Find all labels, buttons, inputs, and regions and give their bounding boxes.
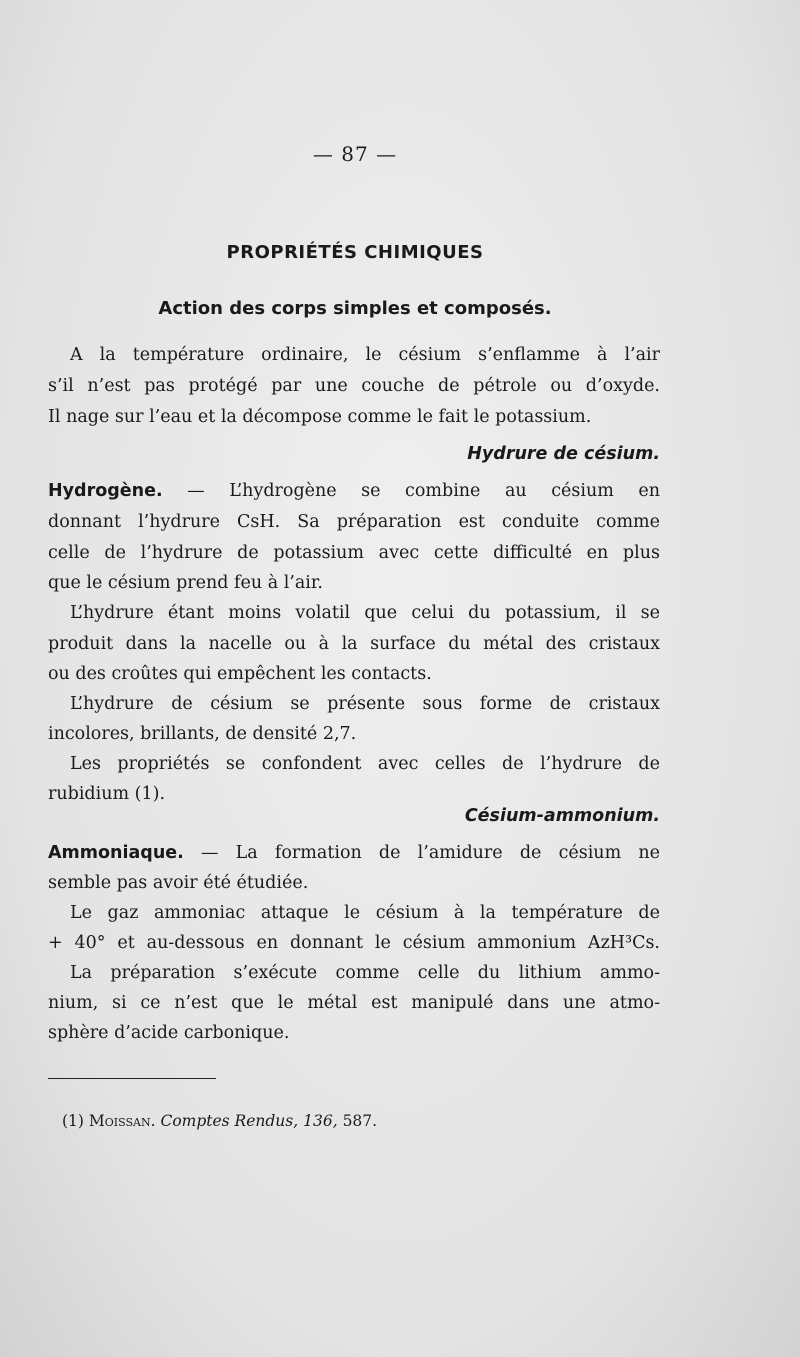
text-line: donnant l’hydrure CsH. Sa préparation est conduite comme bbox=[48, 512, 660, 532]
footnote-journal: Comptes Rendus, bbox=[160, 1112, 299, 1130]
text-line: sphère d’acide carbonique. bbox=[48, 1023, 290, 1043]
text-line: L’hydrure étant moins volatil que celui du potassium, il se bbox=[70, 603, 660, 623]
text-line: semble pas avoir été étudiée. bbox=[48, 873, 309, 893]
text-line: Il nage sur l’eau et la décompose comme le fait le potassium. bbox=[48, 407, 592, 427]
keyword-line-rest: — L’hydrogène se combine au césium en bbox=[187, 481, 660, 501]
text-line: A la température ordinaire, le césium s’enflamme à l’air bbox=[70, 345, 660, 365]
text-line: + 40° et au-dessous en donnant le césium ammonium AzH³Cs. bbox=[48, 933, 660, 953]
footnote-author: Moissan. bbox=[88, 1112, 156, 1130]
footnote-marker: (1) bbox=[62, 1112, 84, 1130]
text-line: Le gaz ammoniac attaque le césium à la température de bbox=[70, 903, 660, 923]
text-line: s’il n’est pas protégé par une couche de pétrole ou d’oxyde. bbox=[48, 376, 660, 396]
text-line: produit dans la nacelle ou à la surface du métal des cristaux bbox=[48, 634, 660, 654]
page-title: PROPRIÉTÉS CHIMIQUES bbox=[226, 242, 484, 263]
keyword-ammoniaque: Ammoniaque. bbox=[48, 843, 184, 863]
text-line: ou des croûtes qui empêchent les contacts. bbox=[48, 664, 432, 684]
text-line: que le césium prend feu à l’air. bbox=[48, 573, 323, 593]
text-line: celle de l’hydrure de potassium avec cette difficulté en plus bbox=[48, 543, 660, 563]
section-heading-ammonium: Césium-ammonium. bbox=[464, 806, 660, 826]
page-number: — 87 — bbox=[312, 142, 398, 166]
footnote-page: 587. bbox=[342, 1112, 378, 1130]
footnote bbox=[62, 1112, 377, 1130]
text-line: nium, si ce n’est que le métal est manipulé dans une atmo- bbox=[48, 993, 660, 1013]
text-line: incolores, brillants, de densité 2,7. bbox=[48, 724, 357, 744]
text-line-with-keyword bbox=[48, 838, 660, 868]
text-line: L’hydrure de césium se présente sous forme de cristaux bbox=[70, 694, 660, 714]
keyword-hydrogene: Hydrogène. bbox=[48, 481, 163, 501]
section-heading-hydrure: Hydrure de césium. bbox=[467, 444, 660, 464]
footnote-divider bbox=[48, 1078, 216, 1079]
section-subtitle: Action des corps simples et composés. bbox=[158, 298, 552, 319]
text-line: rubidium (1). bbox=[48, 784, 166, 804]
text-line-with-keyword bbox=[48, 476, 660, 506]
footnote-volume: 136, bbox=[303, 1112, 338, 1130]
keyword-line-rest: — La formation de l’amidure de césium ne bbox=[201, 843, 660, 863]
text-line: Les propriétés se confondent avec celles de l’hydrure de bbox=[70, 754, 660, 774]
text-line: La préparation s’exécute comme celle du lithium ammo- bbox=[70, 963, 660, 983]
